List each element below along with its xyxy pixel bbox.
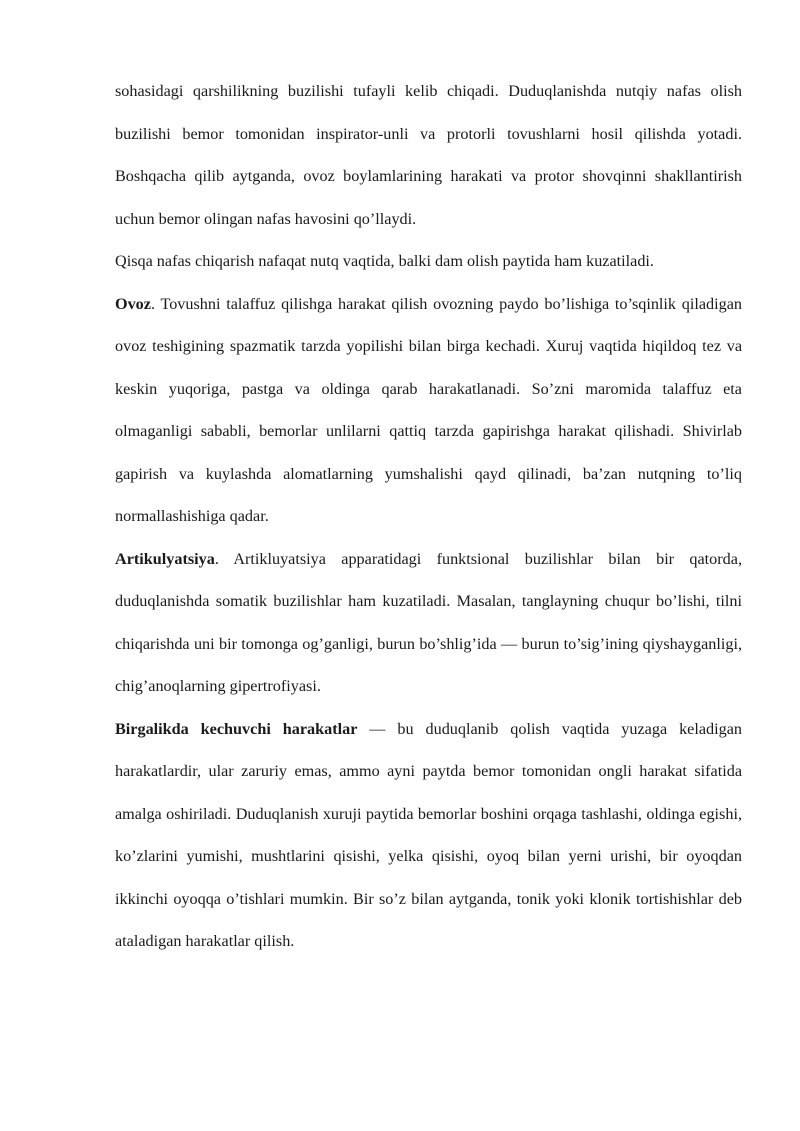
paragraph-text: . Artikluyatsiya apparatidagi funktsional buzilishlar bilan bir qatorda, duduqlanishda somatik buzilishlar ham kuzatiladi. Masalan, tanglayning chuqur bo’lishi, tilni chiqarishda uni bir tomonga og’ganligi, burun bo’shlig’ida — burun to’sig’ining qiyshayganligi, chig’anoqlarning gipertrofiyasi. (115, 549, 742, 695)
paragraph-term-voice: Ovoz (115, 294, 151, 313)
paragraph-accompanying-movements (115, 708, 742, 963)
paragraph-text: — bu duduqlanib qolish vaqtida yuzaga keladigan harakatlardir, ular zaruriy emas, ammo ayni paytda bemor tomonidan ongli harakat sifatida amalga oshiriladi. Duduqlanish xuruji paytida bemorlar boshini orqaga tashlashi, oldinga egishi, ko’zlarini yumishi, mushtlarini qisishi, yelka qisishi, oyoq bilan yerni urishi, bir oyoqdan ikkinchi oyoqqa o’tishlari mumkin. Bir so’z bilan aytganda, tonik yoki klonik tortishishlar deb ataladigan harakatlar qilish. (115, 719, 742, 950)
paragraph-short-exhale (115, 240, 742, 283)
document-page (115, 70, 742, 963)
paragraph-term-articulation: Artikulyatsiya (115, 549, 215, 568)
paragraph-text: Qisqa nafas chiqarish nafaqat nutq vaqtida, balki dam olish paytida ham kuzatiladi. (115, 252, 654, 270)
paragraph-term-accompanying-movements: Birgalikda kechuvchi harakatlar (115, 719, 358, 738)
paragraph-breathing (115, 70, 742, 240)
paragraph-text: . Tovushni talaffuz qilishga harakat qilish ovozning paydo bo’lishiga to’sqinlik qiladigan ovoz teshigining spazmatik tarzda yopilishi bilan birga kechadi. Xuruj vaqtida hiqildoq tez va keskin yuqoriga, pastga va oldinga qarab harakatlanadi. So’zni maromida talaffuz eta olmaganligi sababli, bemorlar unlilarni qattiq tarzda gapirishga harakat qilishadi. Shivirlab gapirish va kuylashda alomatlarning yumshalishi qayd qilinadi, ba’zan nutqning to’liq normallashishiga qadar. (115, 294, 742, 525)
paragraph-articulation (115, 538, 742, 708)
paragraph-text: sohasidagi qarshilikning buzilishi tufayli kelib chiqadi. Duduqlanishda nutqiy nafas olish buzilishi bemor tomonidan inspirator-unli va protorli tovushlarni hosil qilishda yotadi. Boshqacha qilib aytganda, ovoz boylamlarining harakati va protor shovqinni shakllantirish uchun bemor olingan nafas havosini qo’llaydi. (115, 82, 742, 228)
paragraph-voice (115, 283, 742, 538)
